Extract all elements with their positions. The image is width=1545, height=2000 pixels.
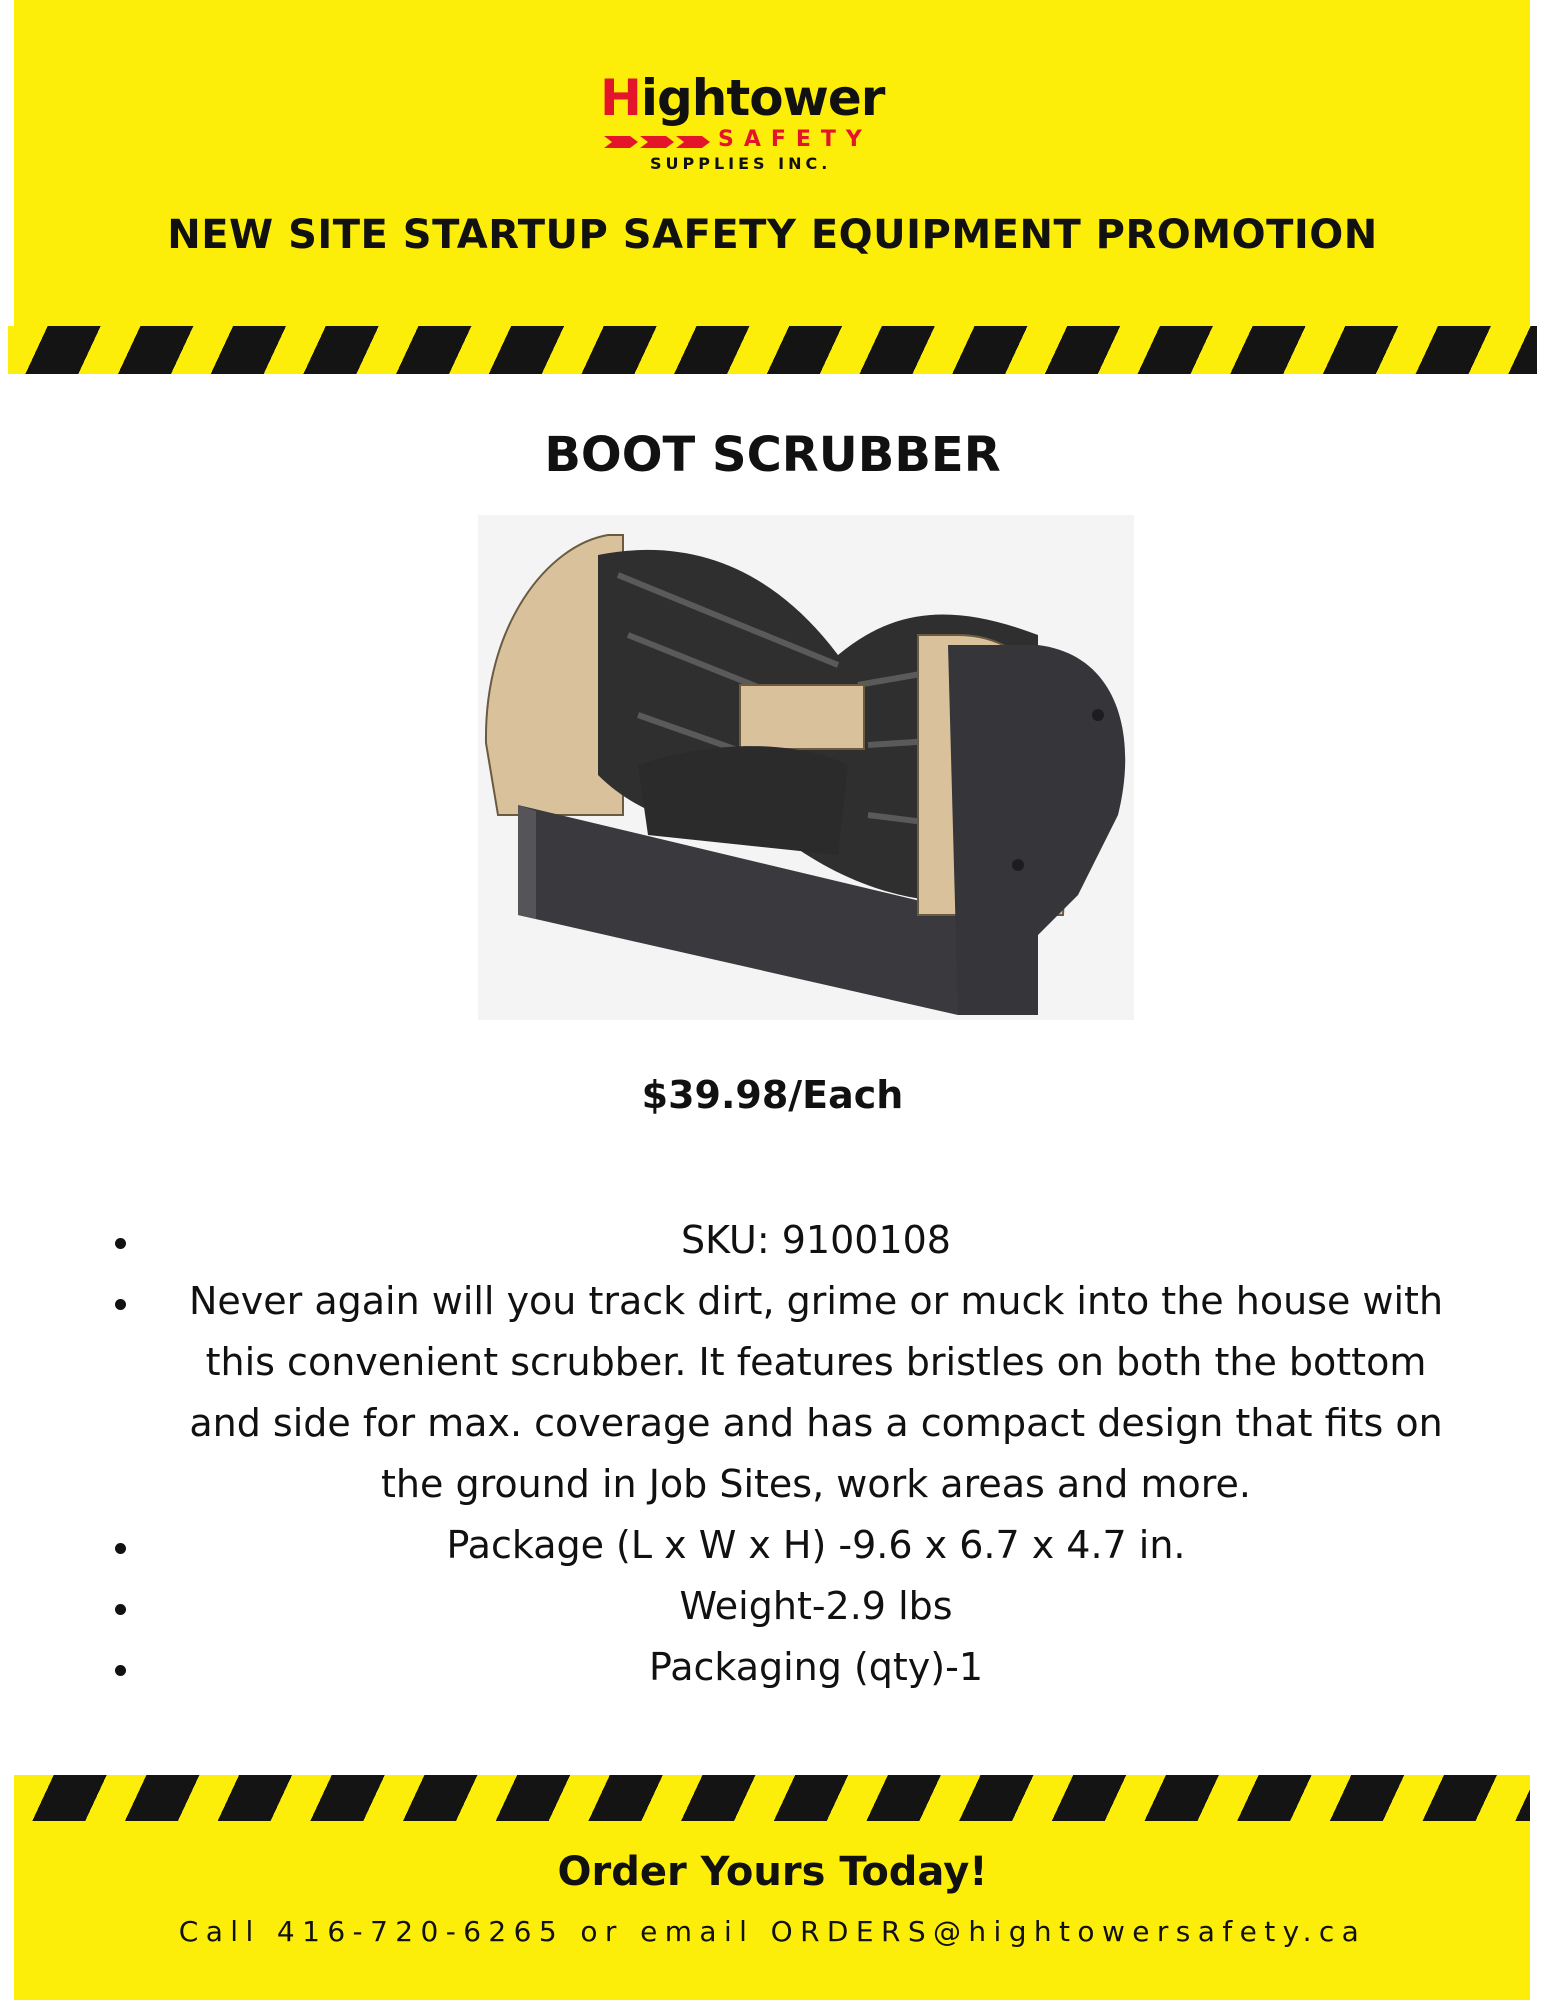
bullet-icon — [115, 1299, 126, 1310]
feature-item-packaging — [110, 1637, 1460, 1698]
product-image — [478, 515, 1134, 1020]
feature-text: Weight-2.9 lbs — [679, 1584, 953, 1628]
bullet-icon — [115, 1238, 126, 1249]
hazard-stripe-bottom — [14, 1775, 1530, 1821]
feature-item-weight — [110, 1576, 1460, 1637]
feature-item-package — [110, 1515, 1460, 1576]
feature-text: SKU: 9100108 — [681, 1218, 951, 1262]
product-price: $39.98/Each — [641, 1073, 904, 1117]
logo-wordmark — [600, 70, 884, 126]
logo-name-rest: ightower — [640, 69, 885, 127]
logo-tagline-sub: SUPPLIES INC. — [650, 154, 832, 173]
company-logo[interactable] — [600, 70, 945, 180]
bullet-icon — [115, 1604, 126, 1615]
logo-arrows-icon — [604, 136, 714, 148]
logo-tagline-main: SAFETY — [718, 127, 872, 152]
boot-scrubber-photo-icon — [478, 515, 1134, 1020]
feature-text: Packaging (qty)-1 — [648, 1645, 984, 1689]
feature-list — [110, 1210, 1460, 1698]
feature-item-sku — [110, 1210, 1460, 1271]
hazard-stripe-top — [8, 326, 1537, 374]
promotion-title: NEW SITE STARTUP SAFETY EQUIPMENT PROMOTION — [167, 212, 1378, 258]
feature-text: Package (L x W x H) -9.6 x 6.7 x 4.7 in. — [446, 1523, 1186, 1567]
contact-info[interactable]: Call 416-720-6265 or email ORDERS@hightowersafety.ca — [178, 1915, 1367, 1948]
bullet-icon — [115, 1543, 126, 1554]
product-title: BOOT SCRUBBER — [544, 427, 1001, 483]
feature-text: Never again will you track dirt, grime or muck into the house with this convenient scrubber. It features bristles on both the bottom and side for max. coverage and has a compact design that fits on the ground in Job Sites, work areas and more. — [188, 1279, 1444, 1506]
feature-item-description — [110, 1271, 1460, 1515]
logo-initial: H — [600, 69, 641, 127]
order-cta: Order Yours Today! — [557, 1849, 988, 1895]
bullet-icon — [115, 1665, 126, 1676]
